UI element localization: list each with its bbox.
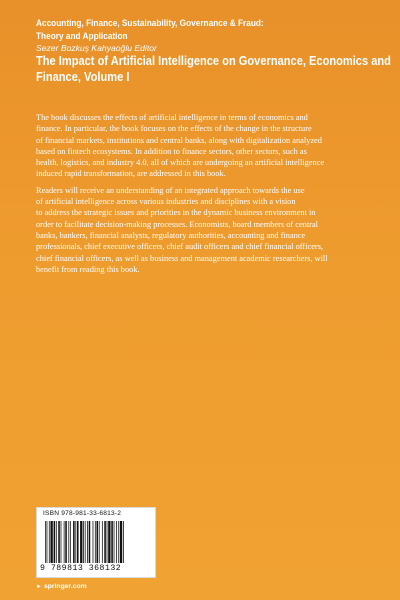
- barcode-digits: 9 789813 368132: [40, 564, 122, 573]
- description-line: induced rapid transformation, are addressed in this book.: [36, 169, 226, 179]
- book-title-line-1: The Impact of Artificial Intelligence on Governance, Economics and: [36, 54, 391, 68]
- description-line: of financial markets, institutions and central banks, along with digitalization analyzed: [36, 135, 322, 145]
- website-link[interactable]: springer.com: [43, 583, 87, 590]
- book-title-line-2: Finance, Volume I: [36, 70, 130, 84]
- isbn-barcode: [36, 507, 156, 578]
- isbn-label: ISBN 978-981-33-6813-2: [43, 510, 122, 517]
- editor-role: Editor: [134, 43, 157, 53]
- description-line: based on fintech ecosystems. In addition to finance sectors, other sectors, such as: [36, 146, 307, 156]
- series-title: [36, 17, 333, 42]
- description-paragraph-1: [36, 112, 366, 180]
- description-paragraph-2: [36, 185, 366, 275]
- description-line: chief financial officers, as well as business and management academic researchers, will: [36, 253, 328, 263]
- description-line: health, logistics, and industry 4.0, all of which are undergoing an artificial intelligence: [36, 158, 325, 168]
- description-line: of artificial intelligence across various industries and disciplines with a vision: [36, 197, 296, 207]
- series-title-line-1: Accounting, Finance, Sustainability, Governance & Fraud:: [36, 18, 264, 28]
- publisher-website[interactable]: [36, 583, 87, 590]
- description-line: finance. In particular, the book focuses on the effects of the change in the structure: [36, 124, 312, 134]
- book-title: [36, 53, 391, 85]
- description-line: Readers will receive an understanding of an integrated approach towards the use: [36, 185, 305, 195]
- series-title-line-2: Theory and Application: [36, 30, 128, 41]
- description-line: banks, bankers, financial analysts, regulatory authorities, accounting and finance: [36, 230, 306, 240]
- editor-credit: [36, 43, 157, 53]
- description-line: order to facilitate decision-making processes. Economists, board members of central: [36, 219, 318, 229]
- editor-name: Sezer Bozkuş Kahyaoğlu: [36, 43, 133, 53]
- barcode-bars: [45, 521, 148, 563]
- description-line: to address the strategic issues and priorities in the dynamic business environment in: [36, 208, 316, 218]
- description-line: benefit from reading this book.: [36, 264, 140, 274]
- arrow-icon: ►: [36, 584, 42, 590]
- description-line: professionals, chief executive officers, chief audit officers and chief financial officers,: [36, 242, 324, 252]
- description-line: The book discusses the effects of artificial intelligence in terms of economics and: [36, 113, 308, 122]
- book-description: [36, 112, 366, 275]
